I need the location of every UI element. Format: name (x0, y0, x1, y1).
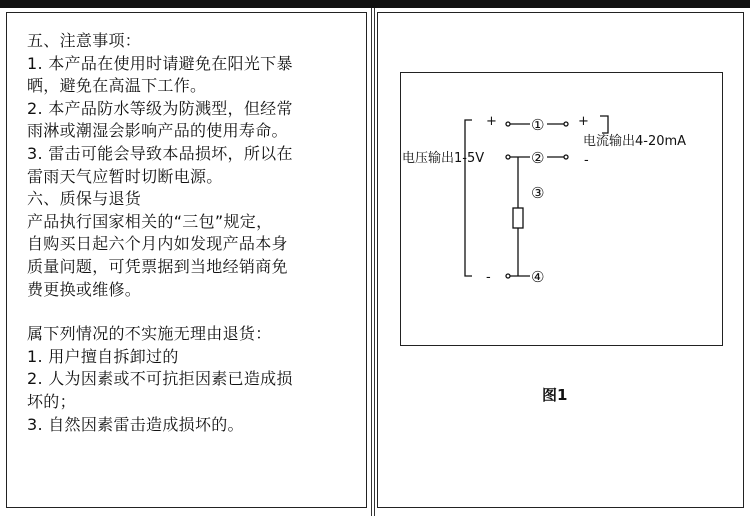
warranty-line: 质量问题，可凭票据到当地经销商免 (27, 256, 288, 276)
node-dot (506, 155, 510, 159)
exclusions-heading: 属下列情况的不实施无理由退货： (27, 324, 272, 344)
warranty-line: 自购买日起六个月内如发现产品本身 (27, 234, 288, 254)
terminal-3: ③ (531, 184, 545, 202)
warranty-heading: 六、质保与退货 (27, 189, 142, 209)
plus-right: + (578, 114, 589, 129)
notice-line: 3. 雷击可能会导致本品损坏，所以在 (27, 143, 293, 163)
notice-line: 雷雨天气应暂时切断电源。 (27, 166, 223, 186)
right-bracket (600, 116, 608, 133)
instructions-text (27, 30, 362, 436)
node-dot (564, 122, 568, 126)
wiring-diagram (400, 72, 723, 346)
exclusion-line: 3. 自然因素雷击造成损坏的。 (27, 414, 244, 434)
minus-bottom: - (486, 270, 491, 285)
node-dot (506, 274, 510, 278)
exclusion-line: 2. 人为因素或不可抗拒因素已造成损 (27, 369, 293, 389)
resistor (513, 208, 523, 228)
panel-divider-2 (374, 8, 375, 516)
figure-caption: 图1 (542, 386, 568, 404)
notice-line: 晒，避免在高温下工作。 (27, 76, 207, 96)
terminal-1: ① (531, 116, 545, 134)
notice-line: 2. 本产品防水等级为防溅型，但经常 (27, 98, 293, 118)
notice-line: 雨淋或潮湿会影响产品的使用寿命。 (27, 121, 288, 141)
warranty-line: 产品执行国家相关的“三包”规定， (27, 211, 273, 231)
top-band (0, 0, 750, 8)
minus-mid: - (584, 153, 589, 168)
terminal-4: ④ (531, 268, 545, 286)
warranty-line: 费更换或维修。 (27, 279, 142, 299)
current-output-label: 电流输出4-20mA (583, 134, 687, 149)
left-bracket (465, 120, 472, 276)
node-dot (564, 155, 568, 159)
exclusion-line: 坏的； (27, 391, 76, 411)
plus-left: + (486, 114, 497, 129)
node-dot (506, 122, 510, 126)
exclusion-line: 1. 用户擅自拆卸过的 (27, 346, 179, 366)
panel-divider (371, 8, 372, 516)
terminal-2: ② (531, 149, 545, 167)
notice-heading: 五、注意事项： (27, 31, 142, 50)
notice-line: 1. 本产品在使用时请避免在阳光下暴 (27, 53, 293, 73)
voltage-output-label: 电压输出1-5V (402, 151, 485, 166)
